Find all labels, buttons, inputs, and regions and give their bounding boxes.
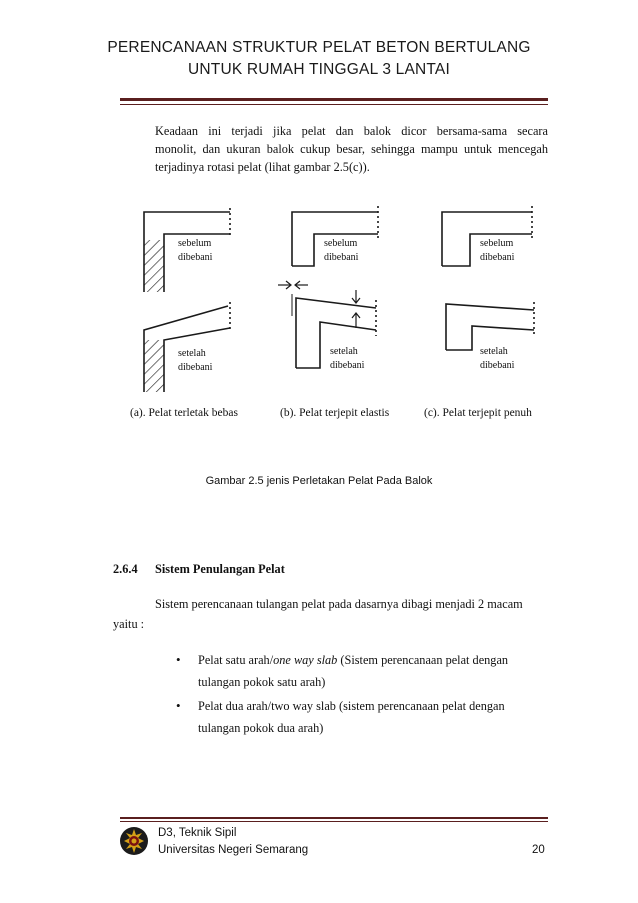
list-item — [176, 649, 548, 693]
university-logo-icon — [119, 826, 149, 856]
figure-slab-support-diagrams — [130, 190, 550, 430]
section-number: 2.6.4 — [113, 562, 138, 576]
label-c-after-2: dibebani — [480, 360, 515, 371]
intro-line: terjadinya rotasi pelat (lihat gambar 2.5(c)). — [155, 160, 370, 174]
bullet-icon: • — [176, 698, 181, 713]
list-item — [176, 695, 548, 739]
diagram-a-after — [144, 302, 230, 392]
bullet-line-2: tulangan pokok satu arah) — [198, 675, 326, 689]
subcaption-b: (b). Pelat terjepit elastis — [280, 407, 390, 419]
header-rule-thin — [120, 104, 548, 105]
page-header-line2: UNTUK RUMAH TINGGAL 3 LANTAI — [188, 61, 450, 78]
label-b-after-2: dibebani — [330, 360, 365, 371]
body-line-1: Sistem perencanaan tulangan pelat pada dasarnya dibagi menjadi 2 macam — [155, 597, 523, 611]
label-a-after-2: dibebani — [178, 362, 213, 373]
figure-caption: Gambar 2.5 jenis Perletakan Pelat Pada Balok — [205, 475, 433, 487]
footer-university: Universitas Negeri Semarang — [158, 844, 309, 856]
label-a-before-2: dibebani — [178, 252, 213, 263]
intro-paragraph — [155, 122, 548, 176]
label-b-after-1: setelah — [330, 346, 358, 357]
diagram-a-before — [144, 208, 230, 292]
subcaption-c: (c). Pelat terjepit penuh — [424, 407, 532, 419]
page-header-line1: PERENCANAAN STRUKTUR PELAT BETON BERTULANG — [107, 39, 531, 56]
bullet-line-1: Pelat satu arah/one way slab (Sistem perencanaan pelat dengan — [198, 653, 509, 667]
label-c-after-1: setelah — [480, 346, 508, 357]
subcaption-a: (a). Pelat terletak bebas — [130, 407, 238, 419]
label-b-before-1: sebelum — [324, 238, 358, 249]
label-b-before-2: dibebani — [324, 252, 359, 263]
footer-rule-thin — [120, 821, 548, 822]
diagram-c-after — [446, 302, 534, 350]
header-rule-thick — [120, 98, 548, 101]
footer-department: D3, Teknik Sipil — [158, 827, 237, 839]
section-title: Sistem Penulangan Pelat — [155, 562, 285, 576]
intro-line: Keadaan ini terjadi jika pelat dan balok dicor bersama-sama secara — [155, 124, 548, 138]
body-line-2: yaitu : — [113, 617, 145, 631]
label-a-before-1: sebelum — [178, 238, 212, 249]
footer-rule-thick — [120, 817, 548, 819]
bullet-line-1: Pelat dua arah/two way slab (sistem perencanaan pelat dengan — [198, 699, 505, 713]
page-number: 20 — [532, 844, 545, 856]
label-c-before-1: sebelum — [480, 238, 514, 249]
bullet-icon: • — [176, 652, 181, 667]
label-c-before-2: dibebani — [480, 252, 515, 263]
diagram-b-after — [278, 281, 376, 368]
label-a-after-1: setelah — [178, 348, 206, 359]
bullet-line-2: tulangan pokok dua arah) — [198, 721, 324, 735]
intro-line: monolit, dan ukuran balok cukup besar, sehingga mampu untuk mencegah — [155, 142, 548, 156]
